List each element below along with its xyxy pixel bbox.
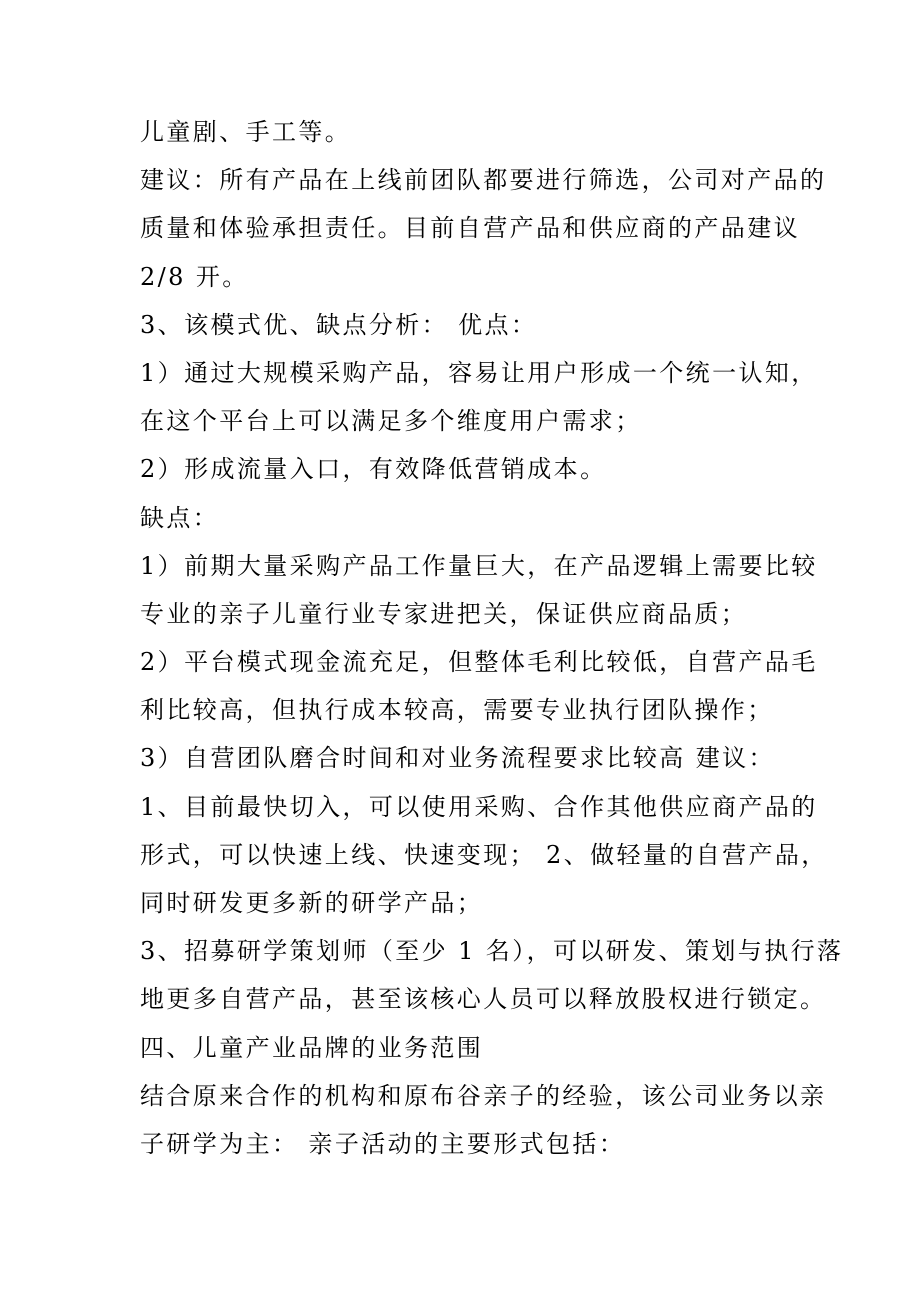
text-line-13: 利比较高，但执行成本较高，需要专业执行团队操作； bbox=[140, 696, 774, 725]
document-body bbox=[140, 108, 844, 1168]
text-line-16: 形式，可以快速上线、快速变现； 2、做轻量的自营产品， bbox=[140, 840, 828, 869]
text-line-10: 1）前期大量采购产品工作量巨大，在产品逻辑上需要比较 bbox=[140, 551, 818, 580]
text-line-15: 1、目前最快切入，可以使用采购、合作其他供应商产品的 bbox=[140, 792, 818, 821]
text-line-11: 专业的亲子儿童行业专家进把关，保证供应商品质； bbox=[140, 599, 748, 628]
text-line-20: 四、儿童产业品牌的业务范围 bbox=[140, 1033, 484, 1062]
text-line-19: 地更多自营产品，甚至该核心人员可以释放股权进行锁定。 bbox=[140, 985, 827, 1014]
text-line-1: 儿童剧、手工等。 bbox=[140, 118, 352, 146]
text-line-2: 建议：所有产品在上线前团队都要进行筛选，公司对产品的 bbox=[140, 166, 827, 195]
text-line-7: 在这个平台上可以满足多个维度用户需求； bbox=[140, 407, 642, 436]
text-line-21: 结合原来合作的机构和原布谷亲子的经验，该公司业务以亲 bbox=[140, 1081, 827, 1110]
text-line-4: 2/8 开。 bbox=[140, 262, 249, 291]
text-line-6: 1）通过大规模采购产品，容易让用户形成一个统一认知， bbox=[140, 358, 818, 387]
text-line-17: 同时研发更多新的研学产品； bbox=[140, 889, 484, 917]
text-line-12: 2）平台模式现金流充足，但整体毛利比较低，自营产品毛 bbox=[140, 648, 818, 677]
text-line-22: 子研学为主： 亲子活动的主要形式包括： bbox=[140, 1129, 626, 1158]
text-line-8: 2）形成流量入口，有效降低营销成本。 bbox=[140, 455, 607, 484]
text-line-18: 3、招募研学策划师（至少 1 名），可以研发、策划与执行落 bbox=[140, 937, 844, 966]
text-line-5: 3、该模式优、缺点分析： 优点： bbox=[140, 310, 538, 339]
text-line-9: 缺点： bbox=[140, 503, 220, 532]
text-line-3: 质量和体验承担责任。目前自营产品和供应商的产品建议 bbox=[140, 214, 800, 243]
text-line-14: 3）自营团队磨合时间和对业务流程要求比较高 建议： bbox=[140, 744, 775, 773]
